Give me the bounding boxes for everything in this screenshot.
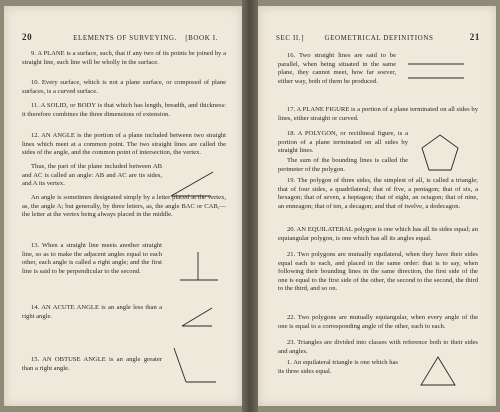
angle-side-ac bbox=[171, 172, 213, 196]
section-label: SEC II.] bbox=[276, 34, 305, 42]
paragraph-23-equilateral: 1. An equilateral triangle is one which has its three sides equal. bbox=[278, 359, 398, 375]
paragraph-14: 14. AN ACUTE ANGLE is an angle less than a right angle. bbox=[22, 304, 162, 320]
page-number: 20 bbox=[22, 32, 33, 42]
paragraph-16: 16. Two straight lines are said to be parallel, when being situated in the same plane, they cannot meet, how far soever, either way, both of them be produced. bbox=[278, 52, 396, 85]
paragraph-12-designation: An angle is sometimes designated simply by a letter placed at the vertex, as, the angle A; but generally, by three letters, as, the angle BAC or CAB,—the letter at the vertex being always placed in the middle. bbox=[22, 194, 226, 219]
paragraph-17: 17. A PLANE FIGURE is a portion of a plane terminated on all sides by lines, either straight or curved. bbox=[278, 106, 478, 122]
paragraph-12-thus: Thus, the part of the plane included between AB and AC is called an angle: AB and AC are its sides, and A its vertex. bbox=[22, 163, 162, 188]
paragraph-13: 13. When a straight line meets another straight line, so as to make the adjacent angles equal to each other, each angle is called a right angle; and the first line is said to be perpendicular to the second. bbox=[22, 242, 162, 275]
paragraph-15: 15. AN OBTUSE ANGLE is an angle greater than a right angle. bbox=[22, 356, 162, 372]
acute-side-line bbox=[182, 308, 212, 326]
acute-angle-figure bbox=[178, 304, 218, 330]
paragraph-22: 22. Two polygons are mutually equiangular, when every angle of the one is equal to a corresponding angle of the other, each to each. bbox=[278, 314, 478, 330]
right-page bbox=[258, 6, 496, 406]
book-gutter bbox=[242, 0, 258, 412]
right-angle-figure bbox=[176, 248, 222, 286]
paragraph-10: 10. Every surface, which is not a plane surface, or composed of plane surfaces, is a curved surface. bbox=[22, 79, 226, 95]
triangle-figure bbox=[418, 354, 458, 388]
running-title: GEOMETRICAL DEFINITIONS bbox=[324, 34, 434, 42]
paragraph-18: 18. A POLYGON, or rectilineal figure, is a portion of a plane terminated on all sides by straight lines. bbox=[278, 130, 408, 155]
paragraph-11: 11. A SOLID, or BODY is that which has length, breadth, and thickness: it therefore combines the three dimensions of extension. bbox=[22, 102, 226, 118]
page-number: 21 bbox=[469, 32, 480, 42]
parallel-lines-figure bbox=[406, 60, 466, 82]
pentagon-shape bbox=[422, 135, 458, 170]
paragraph-21: 21. Two polygons are mutually equilateral, when they have their sides equal each to each, and placed in the same order: that is to say, when following their bounding lines in the same direction, the first side of the one is equal to the first side of the other, the second to the second, the third to the third, and so on. bbox=[278, 251, 478, 293]
paragraph-9: 9. A PLANE is a surface, such, that if any two of its points be joined by a straight line, such line will be wholly in the surface. bbox=[22, 50, 226, 66]
triangle-shape bbox=[421, 357, 455, 385]
pentagon-figure bbox=[418, 132, 462, 174]
book-label: [BOOK I. bbox=[185, 34, 218, 42]
obtuse-side-line bbox=[174, 348, 186, 382]
paragraph-20: 20. AN EQUILATERAL polygon is one which has all its sides equal; an equiangular polygon, is one which has all its angles equal. bbox=[278, 226, 478, 242]
paragraph-23: 23. Triangles are divided into classes with reference both to their sides and angles. bbox=[278, 339, 478, 355]
angle-figure bbox=[167, 166, 217, 198]
running-title: ELEMENTS OF SURVEYING. bbox=[73, 34, 177, 42]
paragraph-12: 12. AN ANGLE is the portion of a plane included between two straight lines which meet at a common point. The two straight lines are called the sides of the angle, and the common point of intersection, the vertex. bbox=[22, 132, 226, 157]
left-page-header bbox=[22, 34, 228, 46]
obtuse-angle-figure bbox=[170, 344, 220, 386]
paragraph-18-perimeter: The sum of the bounding lines is called the perimeter of the polygon. bbox=[278, 157, 408, 173]
paragraph-19: 19. The polygon of three sides, the simplest of all, is called a triangle; that of four sides, a quadrilateral; that of five, a pentagon; that of six, a hexagon; that of seven, a heptagon; that of eight, an octagon; that of nine, an enneagon; that of ten, a decagon; and that of twelve, a dodecagon. bbox=[278, 177, 478, 210]
right-page-header bbox=[276, 34, 482, 46]
left-page bbox=[4, 6, 242, 406]
